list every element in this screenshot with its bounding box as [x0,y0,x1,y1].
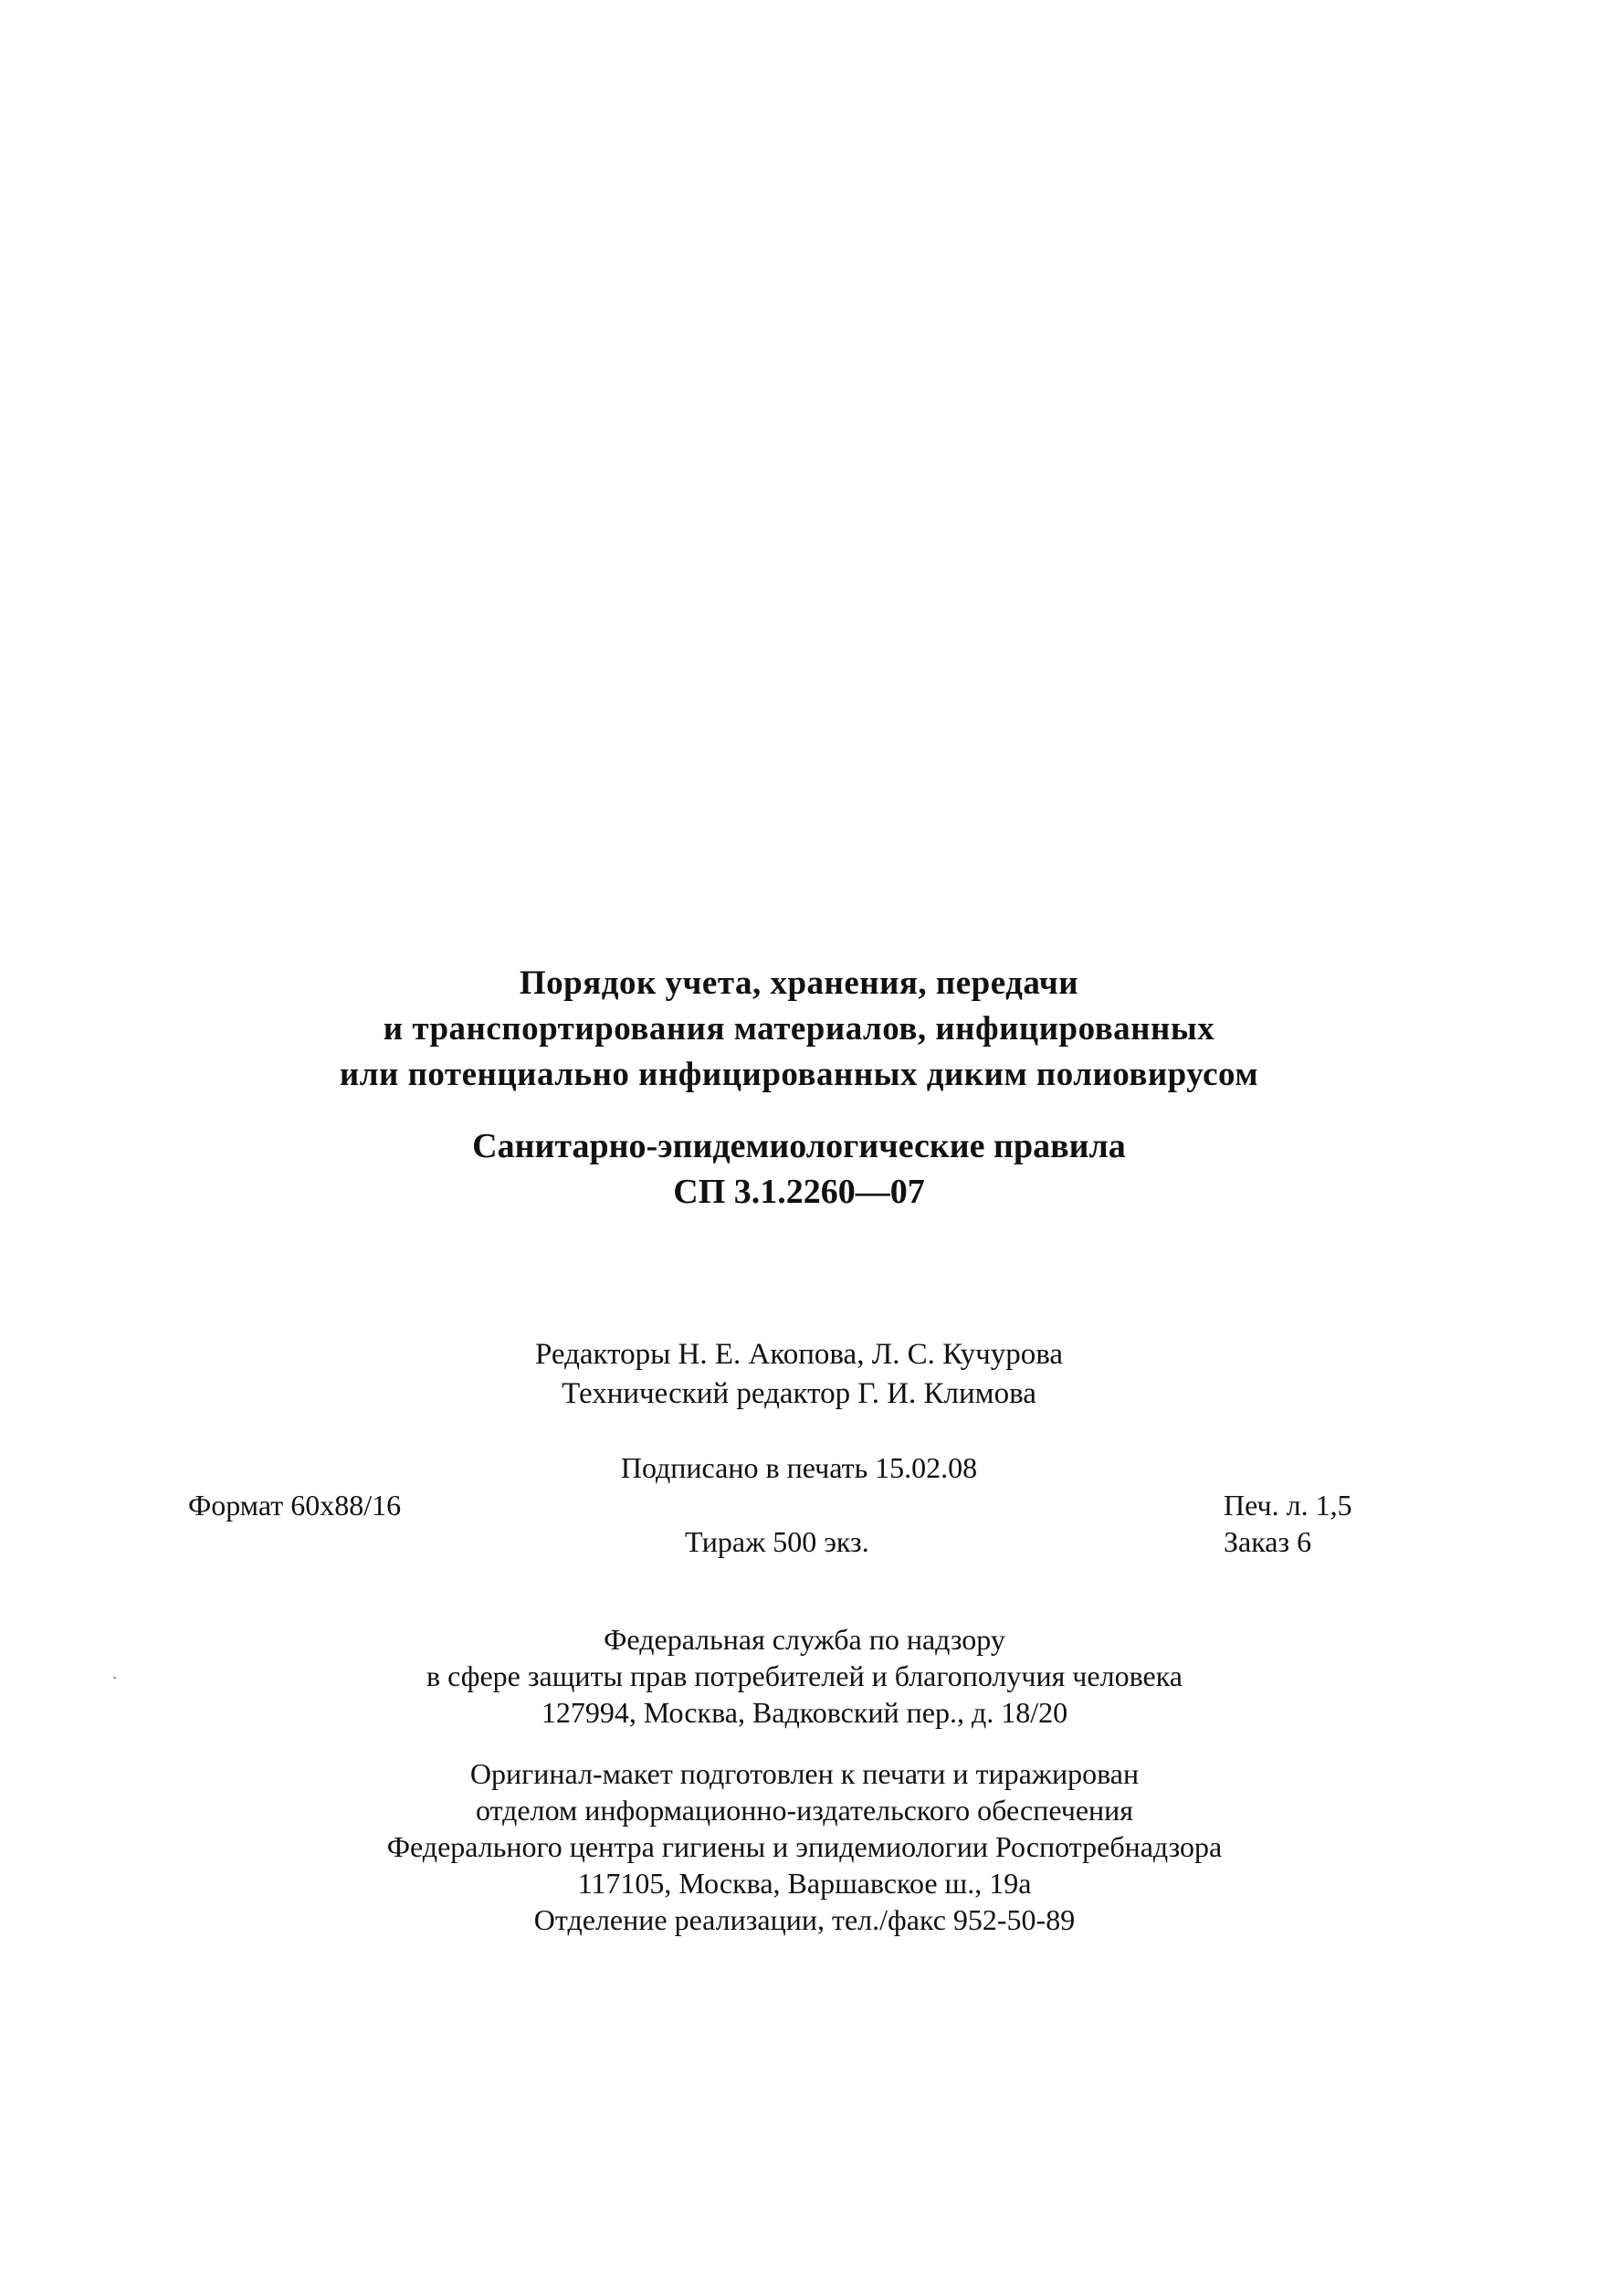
print-details [1224,1487,1352,1560]
technical-editor-line: Технический редактор Г. И. Климова [562,1377,1036,1410]
agency-address: 127994, Москва, Вадковский пер., д. 18/20 [541,1696,1068,1729]
publisher-info [5,1755,1598,1938]
publisher-line-2: отделом информационно-издательского обеспечения [475,1794,1134,1827]
agency-line-2: в сфере защиты прав потребителей и благополучия человека [426,1659,1183,1692]
publisher-line-3: Федерального центра гигиены и эпидемиологии Роспотребнадзора [386,1830,1223,1863]
editors-credits [247,1335,1351,1414]
print-run: Тираж 500 экз. [685,1525,869,1558]
document-title [0,961,1598,1098]
agency-info [5,1621,1598,1731]
printed-sheets: Печ. л. 1,5 [1224,1489,1352,1522]
title-line-1: Порядок учета, хранения, передачи [519,964,1079,1002]
order-number: Заказ 6 [1224,1525,1312,1558]
sales-contact: Отделение реализации, тел./факс 952-50-89 [533,1903,1076,1936]
editors-line: Редакторы Н. Е. Акопова, Л. С. Кучурова [534,1338,1063,1371]
publisher-address: 117105, Москва, Варшавское ш., 19а [577,1867,1032,1900]
publisher-line-1: Оригинал-макет подготовлен к печати и тиражирован [469,1757,1140,1790]
signed-for-print: Подписано в печать 15.02.08 [620,1451,978,1484]
document-subtitle [0,1123,1598,1215]
subtitle-line-1: Санитарно-эпидемиологические правила [472,1127,1126,1165]
subtitle-line-2: СП 3.1.2260—07 [673,1173,925,1211]
title-line-3: или потенциально инфицированных диким полиовирусом [339,1056,1259,1093]
paper-format: Формат 60x88/16 [188,1489,402,1522]
title-line-2: и транспортирования материалов, инфицированных [383,1010,1215,1048]
agency-line-1: Федеральная служба по надзору [604,1623,1005,1656]
